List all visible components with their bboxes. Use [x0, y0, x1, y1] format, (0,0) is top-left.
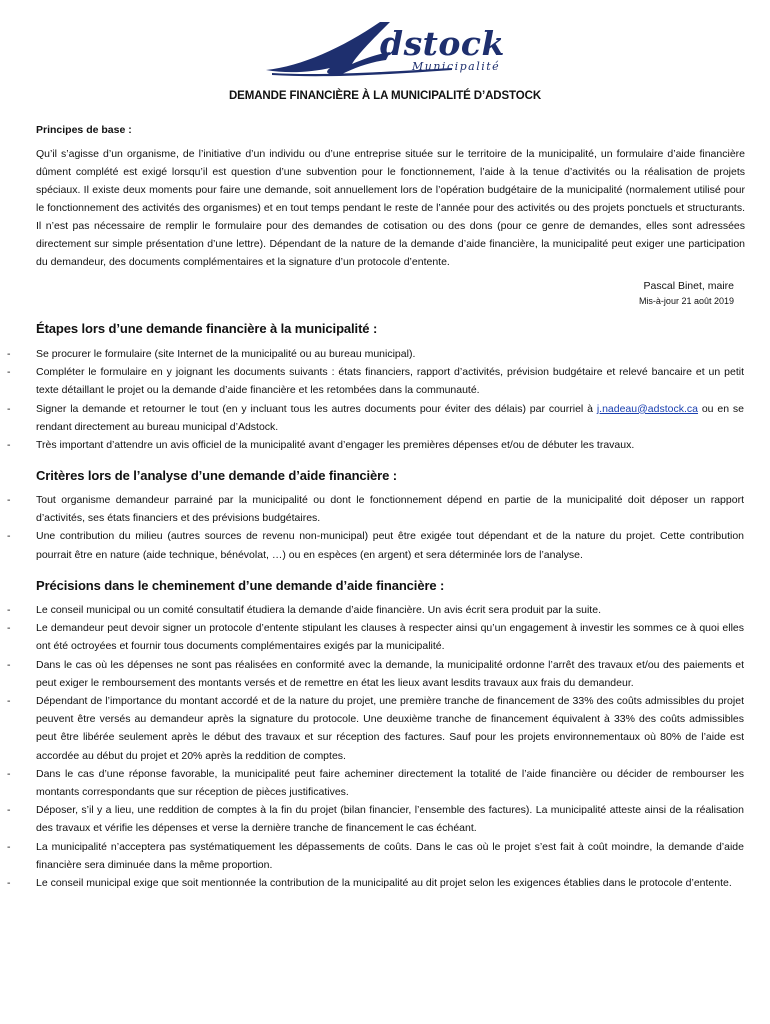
list-item [0, 436, 770, 454]
list-item-text: Se procurer le formulaire (site Internet de la municipalité ou au bureau municipal). [36, 348, 416, 360]
signature: Pascal Binet, maire [643, 280, 734, 292]
bullet-dash: - [7, 402, 11, 415]
list-item [0, 491, 770, 527]
adstock-logo [262, 18, 512, 78]
list-item [0, 619, 770, 655]
bullet-dash: - [7, 877, 11, 890]
list-item [0, 874, 770, 892]
criteres-list [0, 491, 770, 564]
list-item-text: La municipalité n’acceptera pas systématiquement les dépassements de coûts. Dans le cas où le projet s’est fait à coût moindre, la demande d’aide financière sera diminuée dans la même proportion. [36, 840, 744, 871]
bullet-dash: - [7, 622, 11, 635]
etapes-list [0, 345, 770, 454]
list-item [0, 601, 770, 619]
bullet-dash: - [7, 494, 11, 506]
list-item [0, 345, 770, 363]
list-item-text: Tout organisme demandeur parrainé par la municipalité ou dont le fonctionnement dépend en partie de la municipalité doit déposer un rapport d’activités, ses états financiers et des prévisions budgétaires. [36, 494, 744, 525]
section-heading-etapes: Étapes lors d’une demande financière à la municipalité : [36, 321, 378, 336]
bullet-dash: - [7, 604, 11, 616]
list-item [0, 692, 770, 765]
document-title: DEMANDE FINANCIÈRE À LA MUNICIPALITÉ D’ADSTOCK [228, 90, 542, 102]
list-item-text: Signer la demande et retourner le tout (en y incluant tous les autres documents pour éviter des délais) par courriel à [36, 402, 597, 415]
email-link[interactable]: j.nadeau@adstock.ca [596, 402, 698, 415]
section-heading-criteres: Critères lors de l’analyse d’une demande d’aide financière : [36, 468, 398, 483]
list-item-text: Une contribution du milieu (autres sources de revenu non-municipal) peut être exigée tout dépendant et de la nature du projet. Cette contribution pourrait être en nature (aide technique, bénévolat, …) ou en espèces (en argent) et sera déterminée lors de l’analyse. [36, 530, 744, 561]
bullet-dash: - [7, 695, 11, 708]
list-item-text: Dans le cas où les dépenses ne sont pas réalisées en conformité avec la demande, la municipalité ordonne l’arrêt des travaux et/ou des paiements et peut exiger le remboursement des montants versés et de remettre en état les lieux avant lesdits travaux aux frais du demandeur. [36, 658, 744, 689]
section-heading-precisions: Précisions dans le cheminement d’une demande d’aide financière : [36, 578, 445, 593]
list-item-text: Le demandeur peut devoir signer un protocole d’entente stipulant les clauses à respecter ainsi qu’un engagement à investir les sommes ce à quoi elles ont été octroyées et fournir tous documents complémentaires exigés par la municipalité. [36, 622, 744, 653]
list-item-text: Le conseil municipal exige que soit mentionnée la contribution de la municipalité au dit projet selon les exigences établies dans le protocole d’entente. [36, 877, 732, 890]
bullet-dash: - [7, 366, 11, 379]
bullet-dash: - [7, 767, 11, 780]
bullet-dash: - [7, 530, 11, 543]
bullet-dash: - [7, 439, 11, 452]
bullet-dash: - [7, 348, 11, 360]
bullet-dash: - [7, 658, 11, 671]
list-item-text: Compléter le formulaire en y joignant les documents suivants : états financiers, rapport d’activités, prévision budgétaire et relevé bancaire et un petit texte détaillant le projet ou la demande d’aide financière et les retombées dans la communauté. [36, 366, 744, 397]
list-item-text: ou en se rendant directement au bureau municipal d’Adstock. [36, 402, 744, 433]
list-item-text: Déposer, s’il y a lieu, une reddition de comptes à la fin du projet (bilan financier, l’ensemble des factures). La municipalité atteste ainsi de la réalisation des travaux et vérifie les dépenses et verse la dernière tranche de financement le cas échéant. [36, 804, 744, 835]
list-item [0, 363, 770, 399]
bullet-dash: - [7, 804, 11, 817]
list-item [0, 527, 770, 563]
list-item-text: Dépendant de l’importance du montant accordé et de la nature du projet, une première tranche de financement de 33% des coûts admissibles du projet peuvent être versés au demandeur après la signature du protocole. Une deuxième tranche de financement équivalent à 33% des coûts admissibles peut être libérée seulement après le début des travaux et sur réception des factures. Sauf pour les projets environnementaux où 80% de l’aide est accordée au début du projet et 20% après la reddition de comptes. [36, 695, 744, 762]
list-item-text: Le conseil municipal ou un comité consultatif étudiera la demande d’aide financière. Un avis écrit sera produit par la suite. [36, 604, 601, 616]
precisions-list [0, 601, 770, 892]
logo-subtitle: Municipalité [412, 60, 501, 73]
list-item [0, 801, 770, 837]
list-item-text: Très important d’attendre un avis officiel de la municipalité avant d’engager les premières dépenses et/ou de débuter les travaux. [36, 439, 635, 452]
bullet-dash: - [7, 840, 11, 853]
base-principles-label: Principes de base : [36, 124, 132, 136]
list-item [0, 765, 770, 801]
update-date: Mis-à-jour 21 août 2019 [638, 296, 734, 306]
list-item [0, 838, 770, 874]
logo-wordmark: dstock [380, 24, 505, 63]
base-principles-paragraph: Qu’il s’agisse d’un organisme, de l’initiative d’un individu ou d’une entreprise située sur le territoire de la municipalité, un formulaire d’aide financière dûment complété est exigé lorsqu’il est question d’une subvention pour le fonctionnement, l’aide à la tenue d’activités ou la réalisation de projets spéciaux. Il existe deux moments pour faire une demande, soit annuellement lors de l’opération budgétaire de la municipalité (normalement utilisé pour le fonctionnement des activités des organismes) et en tout temps pendant le reste de l’année pour des activités ou des projets ponctuels et structurants. Il n’est pas nécessaire de remplir le formulaire pour des demandes de cotisation ou des dons (pour ce genre de demandes, elles sont adressées directement sur simple présentation d’une lettre). Dépendant de la nature de la demande d’aide financière, la municipalité peut exiger une participation du demandeur, des documents complémentaires et la signature d’un protocole d’entente. [36, 148, 745, 268]
list-item-text: Dans le cas d’une réponse favorable, la municipalité peut faire acheminer directement la totalité de l’aide financière ou décider de rembourser les montants correspondants que sur réception de pièces justificatives. [36, 767, 744, 799]
list-item [0, 656, 770, 692]
list-item [0, 400, 770, 436]
